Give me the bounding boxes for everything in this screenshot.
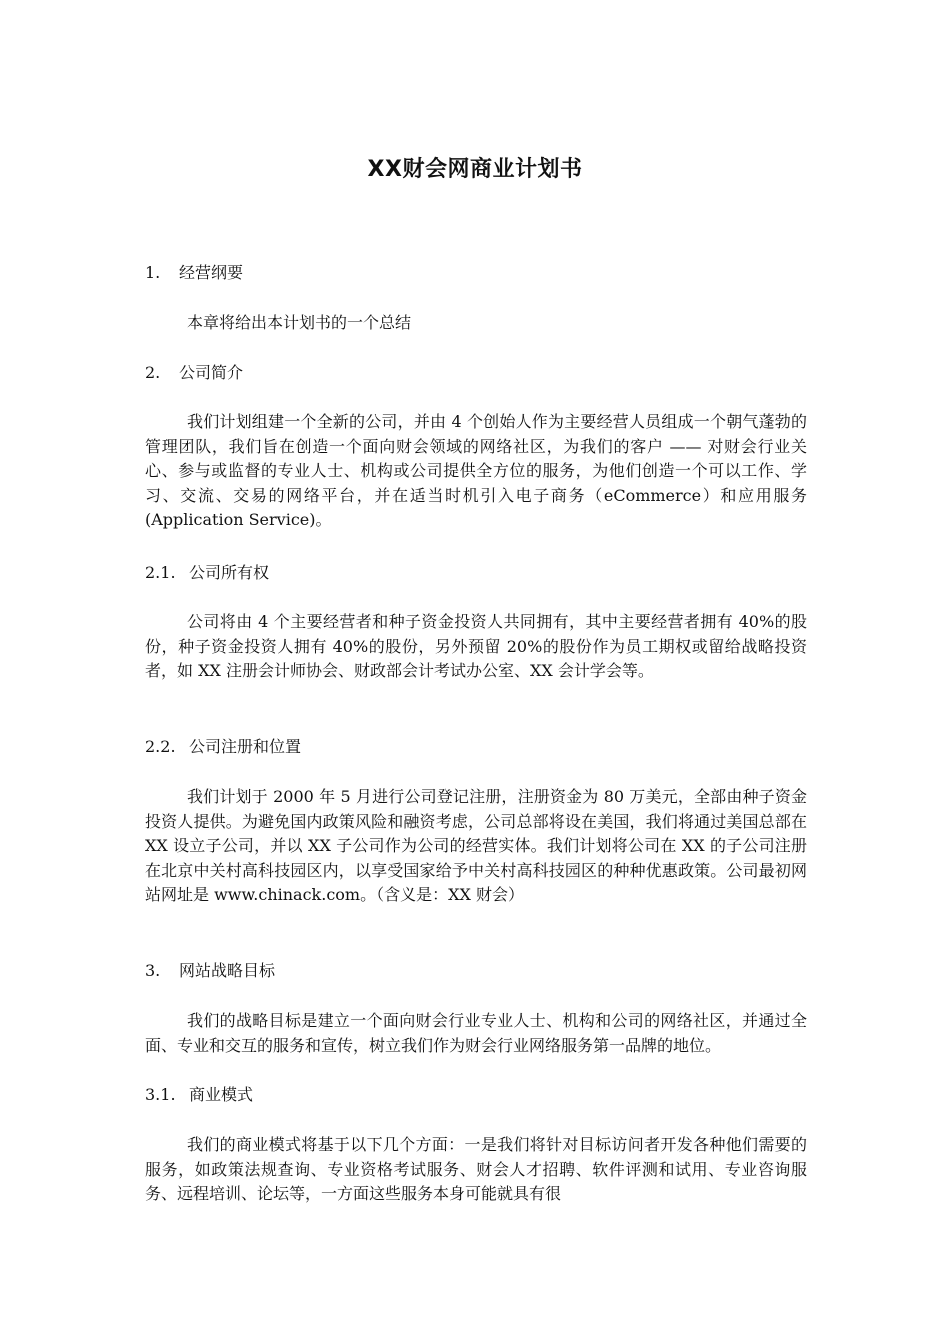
document-title: XX财会网商业计划书 — [367, 157, 583, 182]
section-number: 3.1. — [145, 1085, 176, 1104]
section-heading-text: 公司所有权 — [189, 563, 270, 582]
section-heading-2 — [145, 361, 243, 385]
section-heading-2-1 — [145, 561, 269, 585]
section-heading-text: 经营纲要 — [179, 263, 244, 282]
section-heading-3-1 — [145, 1083, 253, 1107]
section-number: 2.2. — [145, 737, 176, 756]
section-heading-1 — [145, 261, 243, 285]
section-paragraph-1: 本章将给出本计划书的一个总结 — [187, 313, 412, 332]
section-number: 1. — [145, 263, 161, 282]
section-heading-text: 公司注册和位置 — [189, 737, 302, 756]
section-paragraph-3: 我们的战略目标是建立一个面向财会行业专业人士、机构和公司的网络社区，并通过全面、专业和交互的服务和宣传，树立我们作为财会行业网络服务第一品牌的地位。 — [145, 1011, 807, 1055]
section-number: 3. — [145, 961, 161, 980]
section-number: 2. — [145, 363, 161, 382]
section-heading-text: 公司简介 — [179, 363, 244, 382]
section-paragraph-2: 我们计划组建一个全新的公司，并由 4 个创始人作为主要经营人员组成一个朝气蓬勃的管理团队，我们旨在创造一个面向财会领域的网络社区，为我们的客户 —— 对财会行业关心、参与或监督的专业人士、机构或公司提供全方位的服务，为他们创造一个可以工作、学习、交流、交易的网络平台，并在适当时机引入电子商务（eCommerce）和应用服务(Application Service)。 — [145, 412, 807, 529]
section-paragraph-2-1: 公司将由 4 个主要经营者和种子资金投资人共同拥有，其中主要经营者拥有 40%的股份，种子资金投资人拥有 40%的股份，另外预留 20%的股份作为员工期权或留给战略投资者，如 XX 注册会计师协会、财政部会计考试办公室、XX 会计学会等。 — [145, 612, 807, 680]
section-number: 2.1. — [145, 563, 176, 582]
section-heading-3 — [145, 959, 275, 983]
section-paragraph-3-1: 我们的商业模式将基于以下几个方面：一是我们将针对目标访问者开发各种他们需要的服务，如政策法规查询、专业资格考试服务、财会人才招聘、软件评测和试用、专业咨询服务、远程培训、论坛等，一方面这些服务本身可能就具有很 — [145, 1135, 807, 1203]
section-heading-text: 商业模式 — [189, 1085, 254, 1104]
section-heading-text: 网站战略目标 — [179, 961, 276, 980]
section-heading-2-2 — [145, 735, 301, 759]
section-paragraph-2-2: 我们计划于 2000 年 5 月进行公司登记注册，注册资金为 80 万美元，全部由种子资金投资人提供。为避免国内政策风险和融资考虑，公司总部将设在美国，我们将通过美国总部在 XX 设立子公司，并以 XX 子公司作为公司的经营实体。我们计划将公司在 XX 的子公司注册在北京中关村高科技园区内，以享受国家给予中关村高科技园区的种种优惠政策。公司最初网站网址是 www.chinack.com。（含义是：XX 财会） — [145, 787, 807, 904]
